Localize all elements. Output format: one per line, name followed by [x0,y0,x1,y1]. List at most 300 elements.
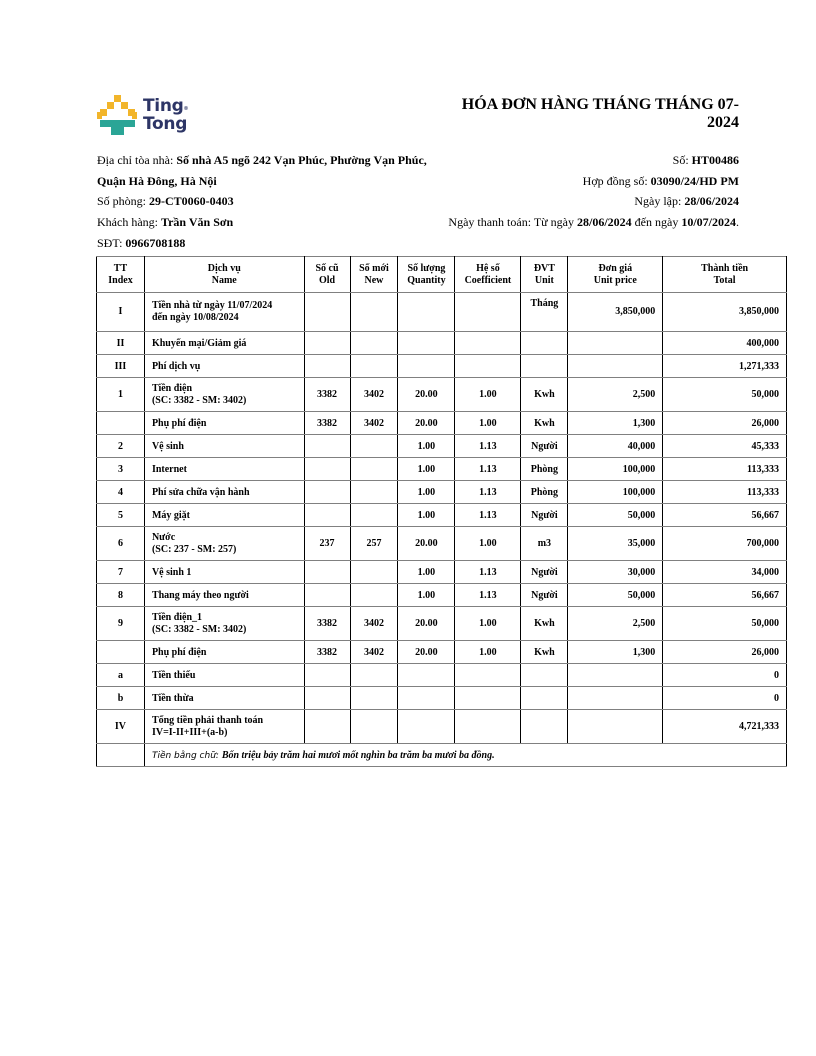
table-row [97,481,787,504]
total-cell-text: 50,000 [751,617,779,629]
quantity-cell-text: 1.00 [417,566,436,578]
index-cell [97,687,145,710]
unit-price-cell [568,527,663,561]
name-cell-text: Phí sửa chữa vận hành [151,486,250,498]
index-cell-text: 8 [117,589,123,601]
unit-cell [521,504,568,527]
quantity-cell-text: 20.00 [415,617,438,629]
registered-mark: ® [183,106,189,112]
unit-cell [521,584,568,607]
new-cell [350,641,398,664]
total-cell [663,607,787,641]
table-row [97,293,787,332]
coefficient-cell-text: 1.00 [479,417,497,429]
coefficient-cell [455,687,521,710]
old-cell-text: 3382 [317,417,338,429]
name-cell-text: Tiền thiếu [151,669,196,681]
name-cell-text: Phí dịch vụ [151,360,201,372]
index-cell-text: b [117,692,124,704]
unit-price-cell-text: 50,000 [627,509,656,521]
name-cell-text: Phụ phí điện [151,417,207,429]
total-cell-text: 1,271,333 [739,360,779,372]
total-cell [663,332,787,355]
name-cell-text: Tiền thừa [151,692,194,704]
coefficient-cell-text: 1.13 [479,463,497,475]
table-row [97,641,787,664]
index-cell-text: 6 [117,537,123,549]
unit-cell-text: Kwh [534,417,555,429]
unit-cell [521,527,568,561]
name-cell [144,527,304,561]
table-header-row [97,257,787,293]
unit-cell [521,710,568,744]
coefficient-cell [455,412,521,435]
coefficient-cell-text: 1.00 [479,388,497,400]
unit-cell [521,664,568,687]
quantity-cell [398,293,455,332]
total-cell-text: 113,333 [747,463,779,475]
new-cell [350,355,398,378]
coefficient-cell-text: 1.00 [479,646,497,658]
column-header-name [144,257,304,293]
unit-price-cell [568,412,663,435]
logo-mark-icon [97,95,139,137]
name-cell-text: Internet [151,463,187,475]
unit-cell [521,561,568,584]
unit-price-cell-text: 40,000 [627,440,656,452]
total-cell-text: 50,000 [751,388,779,400]
coefficient-cell-text: 1.00 [479,537,497,549]
old-cell [304,435,350,458]
coefficient-cell-text: 1.13 [479,509,497,521]
old-cell [304,710,350,744]
total-cell [663,435,787,458]
name-cell [144,481,304,504]
total-cell [663,687,787,710]
column-header-unit [521,257,568,293]
quantity-cell-text: 1.00 [417,463,436,475]
old-cell [304,687,350,710]
unit-price-cell [568,458,663,481]
name-cell-text: Tiền điện [151,382,193,394]
quantity-cell [398,378,455,412]
new-cell [350,293,398,332]
new-cell [350,710,398,744]
quantity-cell [398,687,455,710]
name-cell-subtext: đến ngày 10/08/2024 [151,312,239,323]
unit-price-cell [568,504,663,527]
quantity-cell [398,664,455,687]
name-cell-text: Thang máy theo người [151,589,249,601]
column-header-quantity [398,257,455,293]
unit-cell [521,641,568,664]
total-cell [663,664,787,687]
unit-price-cell [568,607,663,641]
total-cell-text: 700,000 [746,537,779,549]
invoice-number-line [379,150,739,171]
new-cell [350,561,398,584]
unit-price-cell-text: 1,300 [632,417,656,429]
old-cell [304,641,350,664]
new-cell [350,664,398,687]
quantity-cell [398,504,455,527]
header-en: Index [108,274,133,286]
payment-to: 10/07/2024 [681,215,736,230]
old-cell [304,332,350,355]
address-line2: Quận Hà Đông, Hà Nội [97,173,217,188]
new-cell-text: 3402 [363,617,384,629]
name-cell [144,412,304,435]
name-cell-subtext: (SC: 3382 - SM: 3402) [151,623,247,635]
unit-price-cell [568,641,663,664]
index-cell [97,412,145,435]
quantity-cell-text: 1.00 [417,486,436,498]
created-date-line [379,191,739,212]
index-cell-text: 3 [117,463,123,475]
table-row [97,664,787,687]
column-header-total [663,257,787,293]
amount-in-words-value: Bốn triệu bảy trăm hai mươi mốt nghìn ba trăm ba mươi ba đồng. [221,749,495,761]
coefficient-cell-text: 1.13 [479,566,497,578]
coefficient-cell [455,435,521,458]
unit-price-cell-text: 1,300 [632,646,656,658]
old-cell [304,607,350,641]
empty-cell [97,744,145,767]
table-row [97,458,787,481]
unit-cell-text: Người [531,566,558,578]
unit-cell [521,332,568,355]
unit-cell-text: Phòng [530,463,558,475]
coefficient-cell [455,527,521,561]
unit-cell [521,355,568,378]
header-en: Name [211,274,237,286]
index-cell [97,664,145,687]
unit-price-cell-text: 50,000 [627,589,656,601]
quantity-cell-text: 1.00 [417,440,436,452]
quantity-cell [398,435,455,458]
index-cell-text: I [118,306,123,317]
name-cell [144,435,304,458]
new-cell [350,527,398,561]
old-cell-text: 3382 [317,617,338,629]
total-cell-text: 56,667 [751,589,779,601]
table-row [97,607,787,641]
index-cell [97,584,145,607]
table-row [97,561,787,584]
quantity-cell [398,481,455,504]
total-cell [663,293,787,332]
header-en: Total [713,274,736,286]
quantity-cell [398,584,455,607]
old-cell [304,355,350,378]
header-vi: Số mới [359,262,389,274]
new-cell [350,481,398,504]
unit-cell-text: Kwh [534,388,555,400]
address-label: Địa chỉ tòa nhà: [97,153,177,167]
name-cell [144,641,304,664]
old-cell [304,584,350,607]
index-cell [97,561,145,584]
payment-end: . [736,215,739,230]
header-vi: Thành tiền [701,262,749,274]
unit-price-cell [568,293,663,332]
table-row [97,412,787,435]
address-value: Số nhà A5 ngõ 242 Vạn Phúc, Phường Vạn Phúc, [176,153,427,167]
unit-price-cell [568,435,663,458]
table-row [97,584,787,607]
column-header-new [350,257,398,293]
name-cell-text: Tiền điện_1 [151,611,203,623]
name-cell-text: Máy giặt [151,509,190,521]
payment-from: 28/06/2024 [577,215,632,230]
column-header-coefficient [455,257,521,293]
quantity-cell [398,458,455,481]
table-row [97,378,787,412]
new-cell [350,504,398,527]
phone-label: SĐT: [97,235,126,250]
name-cell [144,561,304,584]
name-cell [144,710,304,744]
total-cell-text: 0 [774,692,779,704]
index-cell-text: 5 [117,509,123,521]
unit-price-cell [568,664,663,687]
name-cell-text: Vệ sinh [151,440,184,452]
column-header-index [97,257,145,293]
coefficient-cell [455,378,521,412]
old-cell-text: 3382 [317,646,338,658]
contract-line [379,171,739,192]
unit-cell [521,378,568,412]
header-vi: Số lượng [407,262,446,274]
index-cell-text: 7 [117,566,123,578]
logo-line2: Tong [143,114,188,134]
unit-price-cell [568,561,663,584]
unit-cell-text: Người [531,440,558,452]
quantity-cell [398,355,455,378]
unit-price-cell [568,355,663,378]
name-cell-text: Khuyến mại/Giảm giá [151,337,247,349]
quantity-cell [398,412,455,435]
payment-period-line [379,212,739,233]
unit-price-cell [568,687,663,710]
old-cell-text: 237 [319,537,335,549]
coefficient-cell [455,584,521,607]
invoice-info [379,150,739,233]
unit-cell [521,412,568,435]
invoice-number-value: HT00486 [691,153,739,167]
header-en: Unit [534,274,554,286]
unit-cell [521,435,568,458]
new-cell [350,378,398,412]
unit-price-cell-text: 100,000 [622,463,656,475]
old-cell [304,504,350,527]
unit-cell-text: m3 [537,537,552,549]
header-en: New [364,274,384,286]
coefficient-cell [455,710,521,744]
table-row [97,504,787,527]
room-value: 29-CT0060-0403 [149,194,234,209]
quantity-cell-text: 1.00 [417,589,436,601]
index-cell-text: 2 [117,440,123,452]
coefficient-cell-text: 1.13 [479,486,497,498]
coefficient-cell-text: 1.13 [479,440,497,452]
invoice-table [96,256,787,767]
index-cell [97,355,145,378]
header-en: Unit price [593,274,637,286]
name-cell [144,607,304,641]
payment-mid: đến ngày [631,215,682,230]
unit-price-cell-text: 2,500 [632,617,656,629]
room-label: Số phòng: [97,194,150,209]
name-cell [144,293,304,332]
header-en: Old [318,274,336,286]
name-cell-text: Phụ phí điện [151,646,207,658]
quantity-cell [398,561,455,584]
coefficient-cell-text: 1.13 [479,589,497,601]
old-cell [304,293,350,332]
index-cell [97,527,145,561]
unit-price-cell [568,710,663,744]
name-cell-subtext: (SC: 237 - SM: 257) [151,543,237,555]
header-vi: Số cũ [315,262,339,274]
header-vi: TT [113,262,128,274]
new-cell [350,458,398,481]
total-cell-text: 4,721,333 [739,720,779,732]
unit-price-cell [568,584,663,607]
unit-price-cell-text: 2,500 [632,388,656,400]
quantity-cell [398,332,455,355]
index-cell-text: a [117,669,123,681]
coefficient-cell [455,355,521,378]
name-cell [144,504,304,527]
index-cell-text: III [114,360,127,372]
total-cell [663,561,787,584]
index-cell [97,458,145,481]
unit-price-cell [568,332,663,355]
new-cell [350,607,398,641]
invoice-number-label: Số: [672,153,692,167]
unit-cell [521,607,568,641]
total-cell-text: 113,333 [747,486,779,498]
new-cell [350,584,398,607]
total-cell-text: 26,000 [751,417,779,429]
unit-cell [521,293,568,332]
unit-price-cell-text: 100,000 [622,486,656,498]
new-cell-text: 3402 [363,388,384,400]
old-cell [304,481,350,504]
unit-price-cell [568,481,663,504]
new-cell [350,332,398,355]
index-cell [97,481,145,504]
table-row [97,355,787,378]
name-cell-subtext: (SC: 3382 - SM: 3402) [151,394,247,406]
created-date-label: Ngày lập: [634,194,685,209]
coefficient-cell [455,664,521,687]
index-cell-text: II [116,337,125,349]
logo-line1: Ting [143,96,184,116]
coefficient-cell [455,332,521,355]
invoice-title: HÓA ĐƠN HÀNG THÁNG THÁNG 07-2024 [461,96,739,131]
quantity-cell [398,710,455,744]
quantity-cell-text: 1.00 [417,509,436,521]
new-cell-text: 3402 [363,417,384,429]
name-cell [144,687,304,710]
index-cell-text: IV [114,720,127,732]
unit-cell [521,481,568,504]
total-cell-text: 400,000 [746,337,779,349]
total-cell [663,504,787,527]
payment-period-label: Ngày thanh toán: Từ ngày [448,215,577,230]
total-cell-text: 3,850,000 [739,306,779,317]
contract-value: 03090/24/HD PM [650,173,739,188]
unit-cell-text: Người [531,509,558,521]
header-vi: Hệ số [476,262,500,274]
index-cell [97,378,145,412]
phone-line [97,233,457,254]
name-cell-subtext: IV=I-II+III+(a-b) [151,726,228,738]
new-cell-text: 3402 [363,646,384,658]
unit-price-cell-text: 3,850,000 [615,306,656,317]
header-en: Quantity [407,274,446,286]
total-cell-text: 26,000 [751,646,779,658]
old-cell [304,664,350,687]
header-en: Coefficient [464,274,512,286]
unit-price-cell-text: 30,000 [627,566,656,578]
name-cell-text: Nước [151,531,176,543]
coefficient-cell [455,481,521,504]
unit-cell-text: Phòng [530,486,558,498]
total-cell-text: 56,667 [751,509,779,521]
index-cell [97,710,145,744]
unit-cell [521,458,568,481]
header-vi: Đơn giá [598,262,633,274]
customer-label: Khách hàng: [97,215,161,230]
unit-cell-text: Kwh [534,646,555,658]
unit-price-cell [568,378,663,412]
quantity-cell [398,607,455,641]
new-cell [350,412,398,435]
unit-cell-text: Tháng [530,298,559,309]
name-cell [144,584,304,607]
total-cell [663,458,787,481]
unit-cell [521,687,568,710]
customer-value: Trần Văn Sơn [160,215,234,230]
logo-text [143,97,188,133]
name-cell [144,458,304,481]
name-cell [144,378,304,412]
created-date-value: 28/06/2024 [684,194,739,209]
coefficient-cell [455,293,521,332]
index-cell [97,332,145,355]
header-vi: ĐVT [533,262,555,274]
total-cell [663,355,787,378]
table-row [97,710,787,744]
old-cell [304,527,350,561]
coefficient-cell [455,561,521,584]
coefficient-cell [455,458,521,481]
total-cell [663,412,787,435]
total-cell [663,584,787,607]
total-cell [663,710,787,744]
index-cell [97,641,145,664]
quantity-cell [398,527,455,561]
column-header-unit-price [568,257,663,293]
coefficient-cell-text: 1.00 [479,617,497,629]
new-cell-text: 257 [366,537,382,549]
table-row [97,435,787,458]
quantity-cell-text: 20.00 [415,646,438,658]
index-cell [97,435,145,458]
